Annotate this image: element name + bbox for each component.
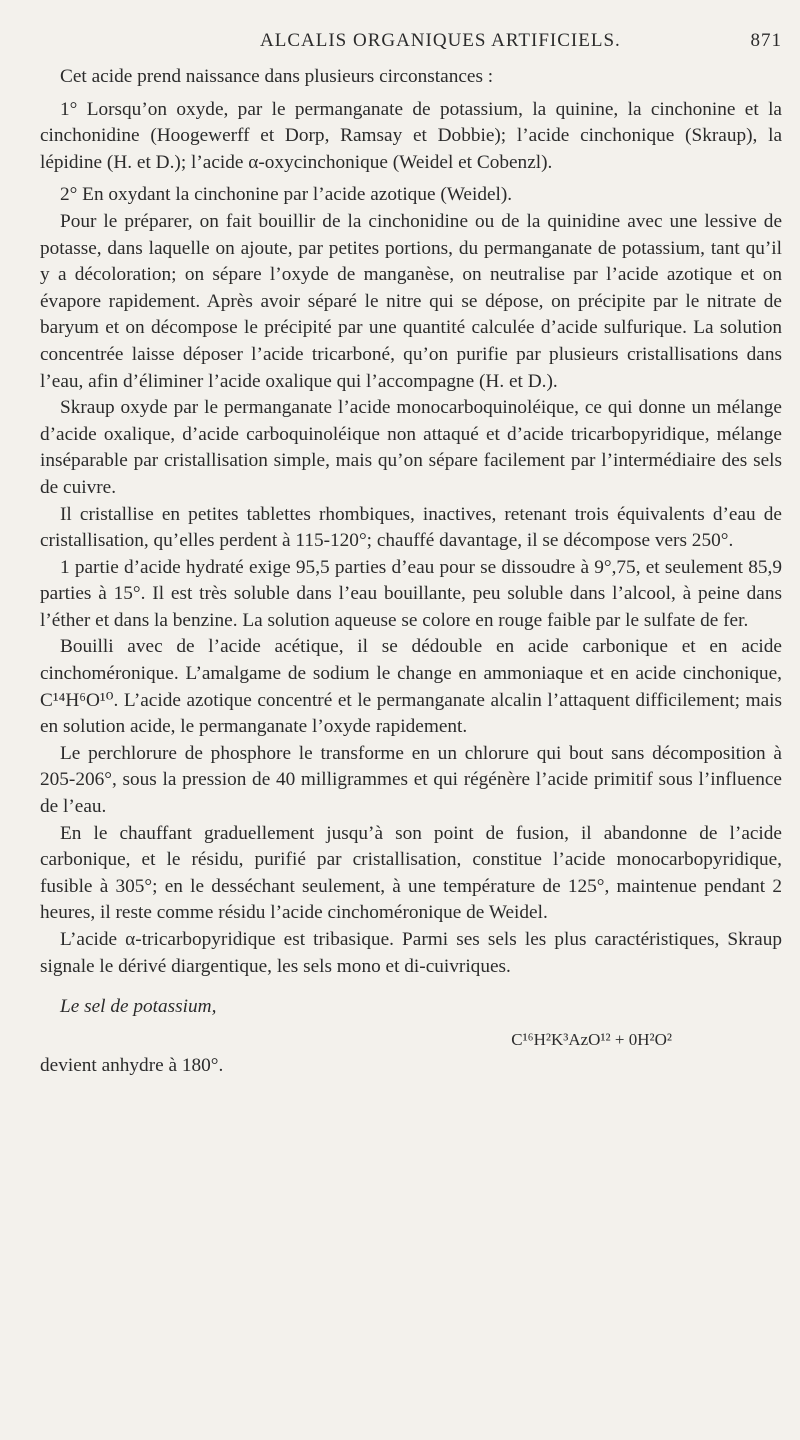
paragraph-perchloride: Le perchlorure de phosphore le transforme en un chlorure qui bout sans décomposition à 205-206°, sous la pression de 40 milligrammes et qui régénère l’acide primitif sous l’influence de l’eau. — [40, 742, 782, 818]
paragraph-preparation: Pour le préparer, on fait bouillir de la cinchonidine ou de la quinidine avec une lessive de potasse, dans laquelle on ajoute, par petites portions, du permanganate de potassium, tant qu’il y a décoloration; on sépare l’oxyde de manganèse, on neutralise par l’acide azotique et on évapore rapidement. Après avoir séparé le nitre qui se dépose, on précipite par le nitrate de baryum et on décompose le précipité par une quantité calculée d’acide sulfurique. La solution concentrée laisse déposer l’acide tricarboné, qu’on purifie par plusieurs cristallisations dans l’eau, afin d’éliminer l’acide oxalique qui l’accompagne (H. et D.). — [40, 210, 782, 392]
page-body — [40, 64, 782, 1080]
paragraph-acetic: Bouilli avec de l’acide acétique, il se dédouble en acide carbonique et en acide cinchoméronique. L’amalgame de sodium le change en ammoniaque et en acide cinchonique, C¹⁴H⁶O¹⁰. L’acide azotique concentré et le permanganate alcalin l’attaquent difficilement; mais en solution acide, le permanganate l’oxyde rapidement. — [40, 636, 782, 738]
paragraph-solubility: 1 partie d’acide hydraté exige 95,5 parties d’eau pour se dissoudre à 9°,75, et seulement 85,9 parties à 15°. Il est très soluble dans l’eau bouillante, peu soluble dans l’alcool, à peine dans l’éther et dans la benzine. La solution aqueuse se colore en rouge faible par le sulfate de fer. — [40, 556, 782, 631]
paragraph-crystallization: Il cristallise en petites tablettes rhombiques, inactives, retenant trois équivalents d’eau de cristallisation, qu’elles perdent à 115-120°; chauffé davantage, il se décompose vers 250°. — [40, 503, 782, 552]
salt-formula: C¹⁶H²K³AzO¹² + 0H²O² — [511, 1029, 672, 1049]
page-header — [40, 30, 782, 54]
paragraph-origin-2: 2° En oxydant la cinchonine par l’acide azotique (Weidel). — [60, 184, 513, 206]
running-title: ALCALIS ORGANIQUES ARTIFICIELS. — [260, 30, 621, 51]
page-number: 871 — [750, 30, 782, 51]
salt-label-text: Le sel de potassium, — [60, 996, 217, 1018]
paragraph-tribasic: L’acide α-tricarbopyridique est tribasique. Parmi ses sels les plus caractéristiques, Skraup signale le dérivé diargentique, les sels mono et di-cuivriques. — [40, 929, 782, 977]
paragraph-heating: En le chauffant graduellement jusqu’à son point de fusion, il abandonne de l’acide carbonique, et le résidu, purifié par cristallisation, constitue l’acide monocarbopyridique, fusible à 305°; en le desséchant seulement, à une température de 125°, maintenue pendant 2 heures, il reste comme résidu l’acide cinchoméronique de Weidel. — [40, 822, 782, 924]
paragraph-skraup: Skraup oxyde par le permanganate l’acide monocarboquinoléique, ce qui donne un mélange d’acide oxalique, d’acide carboquinoléique non attaqué et d’acide tricarbopyridique, mélange inséparable par cristallisation simple, mais qu’on sépare facilement par l’intermédiaire des sels de cuivre. — [40, 397, 782, 498]
paragraph-origin-1: 1° Lorsqu’on oxyde, par le permanganate de potassium, la quinine, la cinchonine et la cinchonidine (Hoogewerff et Dorp, Ramsay et Dobbie); l’acide cinchonique (Skraup), la lépidine (H. et D.); l’acide α-oxycinchonique (Weidel et Cobenzl). — [40, 98, 782, 173]
salt-closing: devient anhydre à 180°. — [40, 1055, 224, 1077]
paragraph-intro: Cet acide prend naissance dans plusieurs circonstances : — [60, 66, 494, 87]
salt-label — [40, 994, 782, 1021]
